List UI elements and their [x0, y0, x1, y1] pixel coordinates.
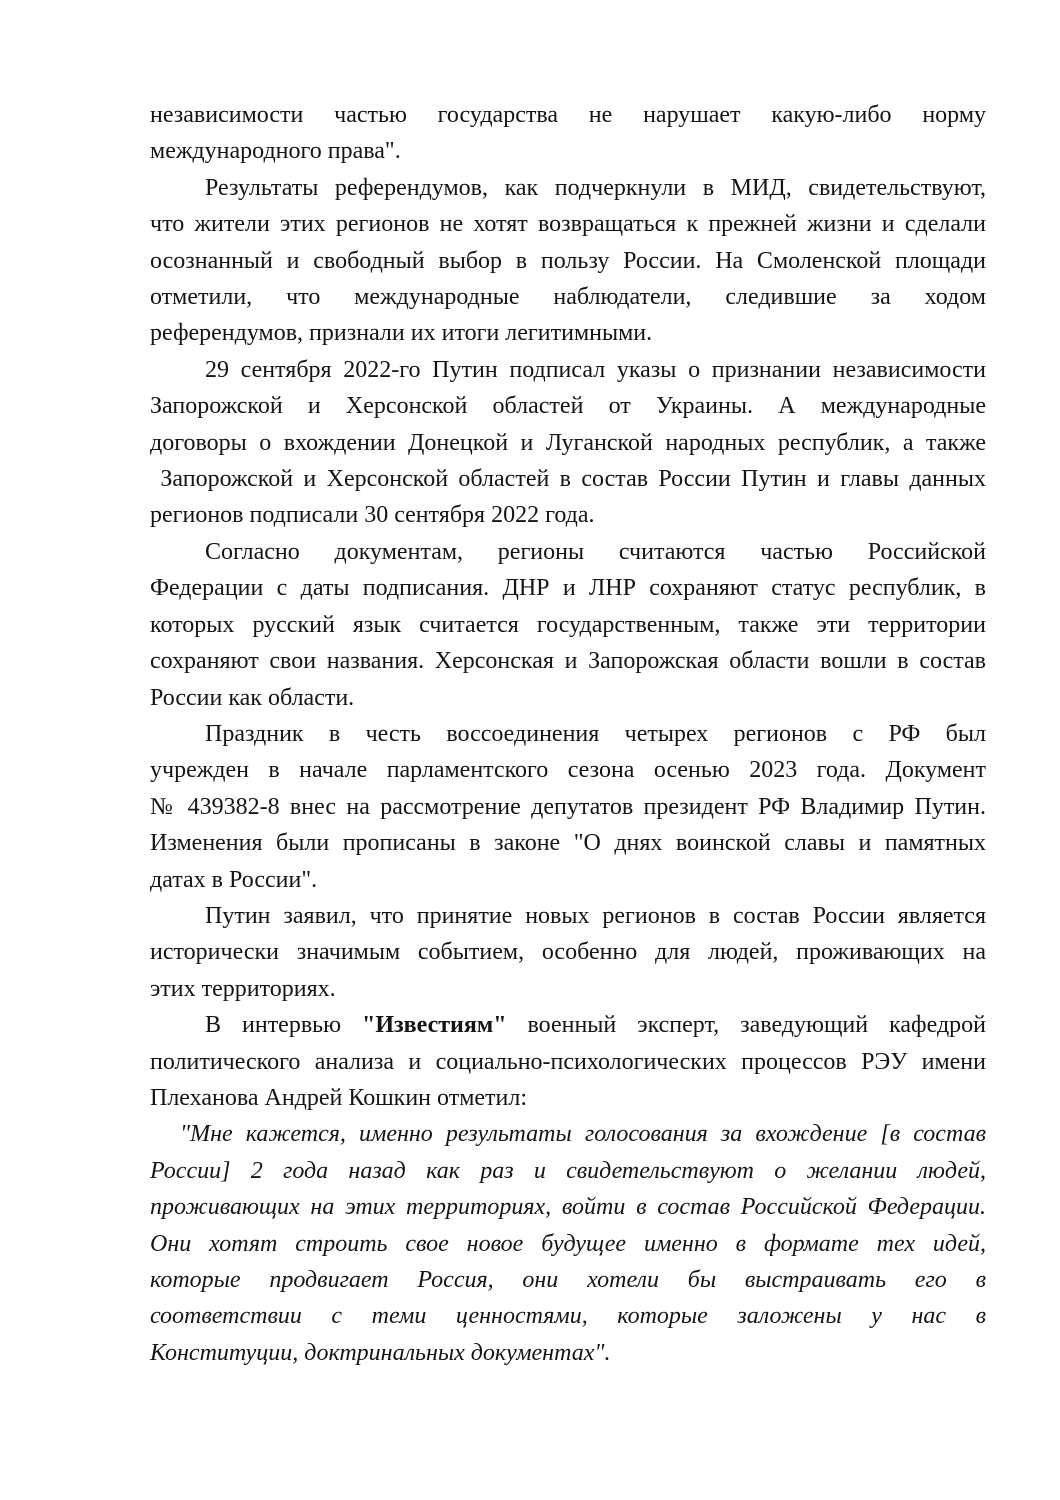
- paragraph: [150, 1007, 986, 1116]
- text-line: Конституции, доктринальных документах".: [150, 1339, 611, 1366]
- text-line: 29 сентября 2022-го Путин подписал указы о признании независимости: [205, 356, 986, 383]
- text-line: "Мне кажется, именно результаты голосования за вхождение [в состав: [180, 1121, 986, 1148]
- paragraph: [150, 170, 986, 352]
- text-line: которые продвигает Россия, они хотели бы выстраивать его в: [150, 1267, 986, 1293]
- text-line: Согласно документам, регионы считаются частью Российской: [205, 538, 986, 565]
- text-line: [150, 1007, 986, 1043]
- paragraph: [150, 898, 986, 1007]
- paragraph: [150, 352, 986, 534]
- paragraph-quote: [150, 1116, 986, 1371]
- text-line: соответствии с теми ценностями, которые заложены у нас в: [150, 1303, 986, 1330]
- text-line: этих территориях.: [150, 975, 336, 1002]
- text-line: Праздник в честь воссоединения четырех регионов с РФ был: [205, 720, 986, 747]
- text-line: учрежден в начале парламентского сезона осенью 2023 года. Документ: [150, 757, 986, 784]
- paragraph: [150, 716, 986, 898]
- publication-name-bold: "Известиям": [362, 1012, 507, 1039]
- text-line: договоры о вхождении Донецкой и Луганской народных республик, а также: [150, 429, 986, 456]
- text-line: Запорожской и Херсонской областей в состав России Путин и главы данных: [150, 466, 986, 493]
- text-line: независимости частью государства не нарушает какую-либо норму: [150, 102, 986, 128]
- text-line: России как области.: [150, 684, 355, 711]
- text-line: регионов подписали 30 сентября 2022 года.: [150, 502, 595, 529]
- paragraph: [150, 97, 986, 170]
- text-line: Плеханова Андрей Кошкин отметил:: [150, 1084, 528, 1111]
- paragraph: [150, 534, 986, 716]
- text-line: что жители этих регионов не хотят возвращаться к прежней жизни и сделали: [150, 211, 986, 238]
- text-line: референдумов, признали их итоги легитимными.: [150, 320, 653, 347]
- text-line: № 439382-8 внес на рассмотрение депутатов президент РФ Владимир Путин.: [150, 793, 986, 820]
- text-line: исторически значимым событием, особенно для людей, проживающих на: [150, 939, 986, 966]
- text-line: России] 2 года назад как раз и свидетельствуют о желании людей,: [150, 1157, 986, 1184]
- text-line: отметили, что международные наблюдатели, следившие за ходом: [150, 284, 986, 311]
- text-line: Путин заявил, что принятие новых регионов в состав России является: [205, 902, 986, 929]
- text-line: датах в России".: [150, 866, 318, 893]
- text-segment: военный эксперт, заведующий кафедрой: [506, 1012, 987, 1039]
- text-line: осознанный и свободный выбор в пользу России. На Смоленской площади: [150, 247, 986, 274]
- text-line: Результаты референдумов, как подчеркнули в МИД, свидетельствуют,: [205, 174, 986, 201]
- text-line: Изменения были прописаны в законе "О днях воинской славы и памятных: [150, 830, 986, 857]
- text-line: Запорожской и Херсонской областей от Украины. А международные: [150, 393, 986, 420]
- text-line: политического анализа и социально-психологических процессов РЭУ имени: [150, 1048, 986, 1075]
- text-line: Федерации с даты подписания. ДНР и ЛНР сохраняют статус республик, в: [150, 575, 986, 602]
- text-segment: В интервью: [205, 1012, 363, 1039]
- text-line: которых русский язык считается государственным, также эти территории: [150, 611, 986, 638]
- text-line: Они хотят строить свое новое будущее именно в формате тех идей,: [150, 1230, 986, 1257]
- text-line: проживающих на этих территориях, войти в состав Российской Федерации.: [150, 1194, 986, 1221]
- text-line: сохраняют свои названия. Херсонская и Запорожская области вошли в состав: [150, 648, 986, 675]
- text-line: международного права".: [150, 138, 401, 165]
- text-column: [150, 97, 986, 1371]
